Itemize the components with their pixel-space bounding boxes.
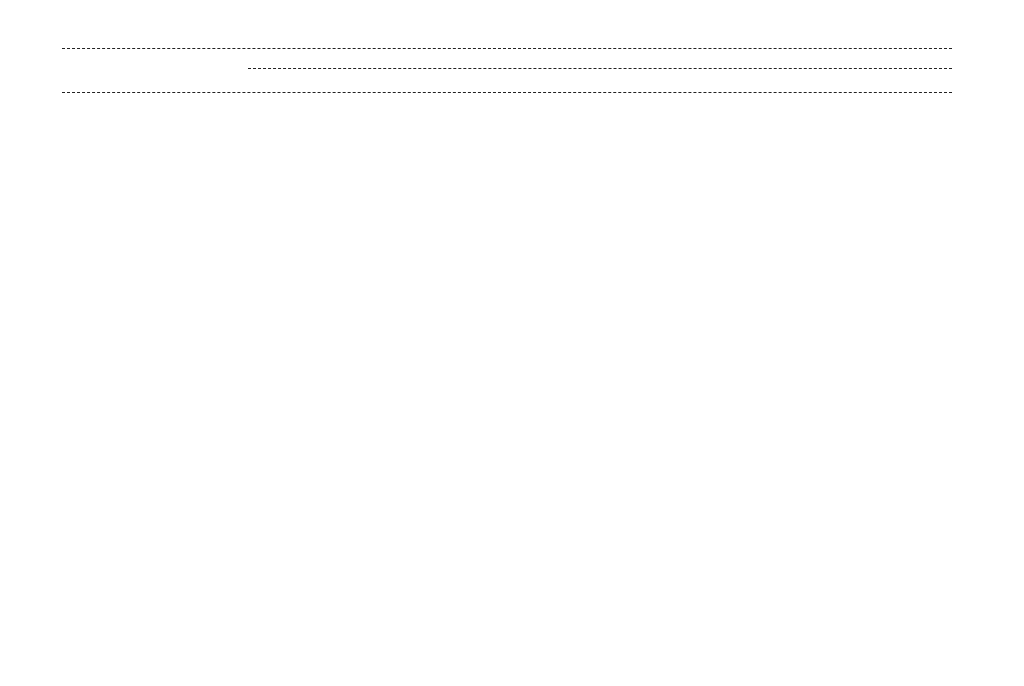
rule-under-headers xyxy=(62,92,952,93)
rule-under-groups xyxy=(248,68,952,69)
rule-top xyxy=(62,48,952,49)
